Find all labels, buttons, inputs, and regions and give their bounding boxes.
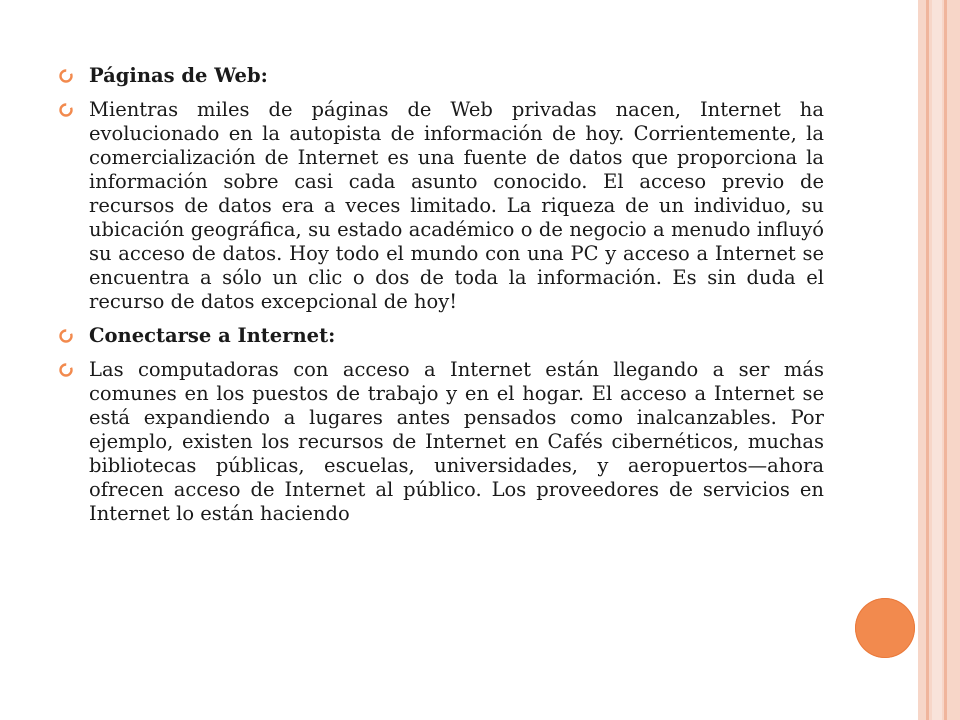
accent-circle-decoration [855, 598, 915, 658]
open-circle-bullet-icon [58, 68, 74, 84]
right-border-line [944, 0, 947, 720]
open-circle-bullet-icon [58, 102, 74, 118]
list-item-heading [58, 324, 824, 348]
right-border-strip [932, 0, 942, 720]
paragraph: Mientras miles de páginas de Web privadas nacen, Internet ha evolucionado en la autopista de información de hoy. Corrientemente, la comercialización de Internet es una fuente de datos que proporciona la información sobre casi cada asunto conocido. El acceso previo de recursos de datos era a veces limitado. La riqueza de un individuo, su ubicación geográfica, su estado académico o de negocio a menudo influyó su acceso de datos. Hoy todo el mundo con una PC y acceso a Internet se encuentra a sólo un clic o dos de toda la información. Es sin duda el recurso de datos excepcional de hoy! [89, 98, 824, 313]
bullet-list [58, 64, 824, 536]
open-circle-bullet-icon [58, 328, 74, 344]
list-item-heading [58, 64, 824, 88]
section-heading: Conectarse a Internet: [89, 324, 336, 347]
open-circle-bullet-icon [58, 362, 74, 378]
right-border-line [926, 0, 929, 720]
list-item [58, 358, 824, 526]
paragraph: Las computadoras con acceso a Internet están llegando a ser más comunes en los puestos de trabajo y en el hogar. El acceso a Internet se está expandiendo a lugares antes pensados como inalcanzables. Por ejemplo, existen los recursos de Internet en Cafés cibernéticos, muchas bibliotecas públicas, escuelas, universidades, y aeropuertos—ahora ofrecen acceso de Internet al público. Los proveedores de servicios en Internet lo están haciendo [89, 358, 824, 525]
list-item [58, 98, 824, 314]
section-heading: Páginas de Web: [89, 64, 268, 87]
